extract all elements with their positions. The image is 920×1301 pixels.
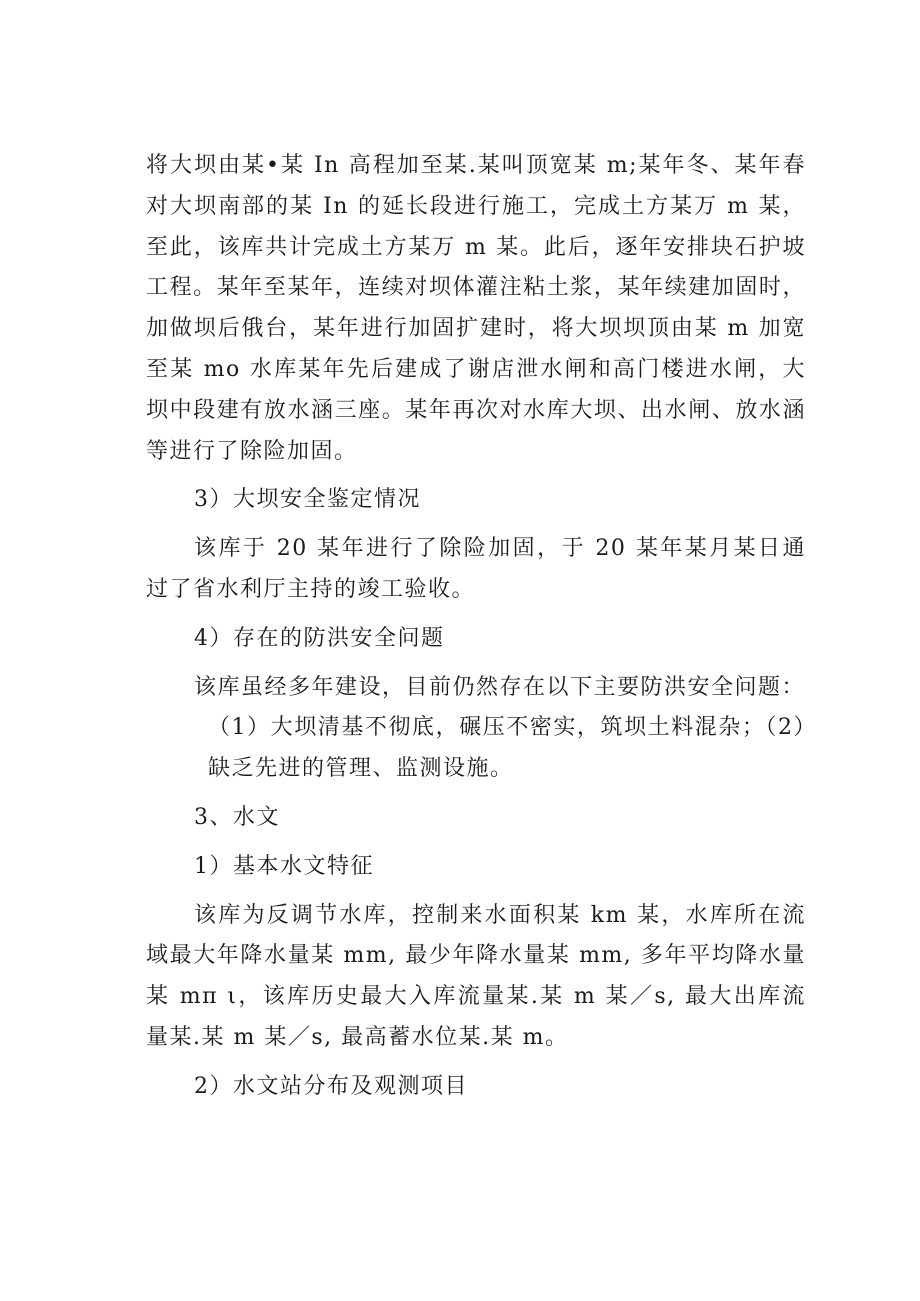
document-body [146, 146, 806, 1108]
paragraph-safety-appraisal: 该库于 20 某年进行了除险加固，于 20 某年某月某日通过了省水利厅主持的竣工验收。 [146, 536, 806, 602]
heading-hydrology-stations: 2）水文站分布及观测项目 [194, 1073, 468, 1099]
paragraph-issues-list: （1）大坝清基不彻底，碾压不密实，筑坝土料混杂；（2）缺乏先进的管理、监测设施。 [208, 715, 806, 782]
heading-dam-safety-appraisal: 3）大坝安全鉴定情况 [194, 487, 421, 513]
paragraph-hydrology-features: 该库为反调节水库，控制来水面积某 km 某，水库所在流域最大年降水量某 mm, 最少年降水量某 mm, 多年平均降水量某 mπ ι，该库历史最大入库流量某.某 m 某／s, 最大出库流量某.某 m 某／s, 最高蓄水位某.某 m。 [146, 902, 806, 1050]
section-heading-hydrology: 3、水文 [194, 804, 280, 830]
heading-basic-hydrology: 1）基本水文特征 [194, 853, 374, 879]
paragraph-issues-intro: 该库虽经多年建设，目前仍然存在以下主要防洪安全问题： [194, 674, 806, 700]
heading-flood-safety-issues: 4）存在的防洪安全问题 [194, 625, 445, 651]
paragraph-dam-history: 将大坝由某•某 In 高程加至某.某叫顶宽某 m;某年冬、某年春对大坝南部的某 In 的延长段进行施工，完成土方某万 m 某，至此，该库共计完成土方某万 m 某。此后，逐年安排块石护坡工程。某年至某年，连续对坝体灌注粘土浆，某年续建加固时，加做坝后俄台，某年进行加固扩建时，将大坝坝顶由某 m 加宽至某 mo 水库某年先后建成了谢店泄水闸和高门楼进水闸，大坝中段建有放水涵三座。某年再次对水库大坝、出水闸、放水涵等进行了除险加固。 [146, 153, 806, 464]
